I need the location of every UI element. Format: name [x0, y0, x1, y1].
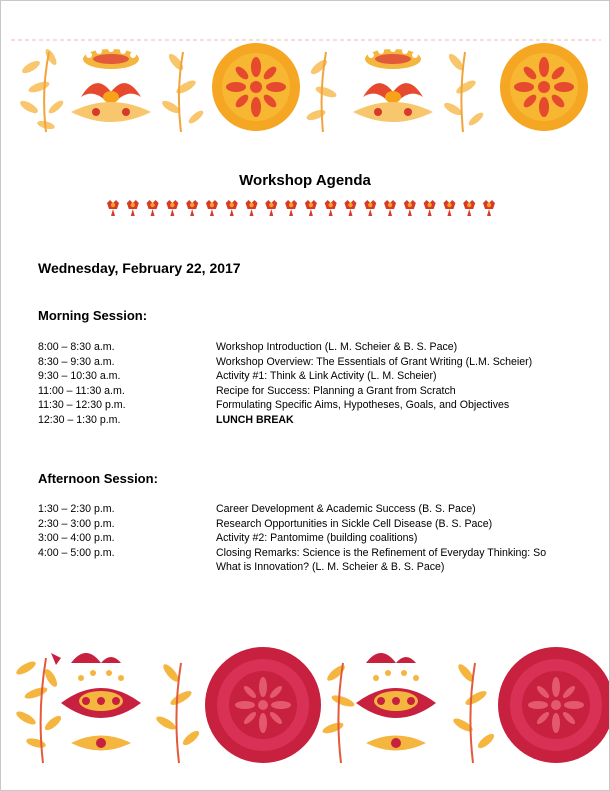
- agenda-activity: Recipe for Success: Planning a Grant from Scratch: [216, 384, 456, 397]
- flower-bud-icon: [186, 200, 198, 216]
- agenda-activity: Activity #1: Think & Link Activity (L. M. Scheier): [216, 370, 437, 383]
- agenda-row: [38, 531, 578, 546]
- agenda-row: [38, 355, 578, 370]
- flower-bud-icon: [147, 200, 159, 216]
- agenda-time: 9:30 – 10:30 a.m.: [38, 370, 121, 383]
- agenda-time: 12:30 – 1:30 p.m.: [38, 413, 121, 426]
- agenda-activity: Formulating Specific Aims, Hypotheses, Goals, and Objectives: [216, 399, 510, 412]
- agenda-activity: Research Opportunities in Sickle Cell Disease (B. S. Pace): [216, 517, 493, 530]
- agenda-time: 8:30 – 9:30 a.m.: [38, 355, 115, 368]
- agenda-row: [38, 369, 578, 384]
- flower-bud-row-icon: [101, 197, 501, 219]
- flower-bud-icon: [166, 200, 178, 216]
- flower-bud-icon: [206, 200, 218, 216]
- morning-session-heading: Morning Session:: [38, 308, 148, 323]
- afternoon-session-list: [38, 502, 578, 575]
- agenda-activity: Closing Remarks: Science is the Refinement of Everyday Thinking: So: [216, 546, 547, 559]
- agenda-time: 2:30 – 3:00 p.m.: [38, 517, 115, 530]
- flower-bud-icon: [285, 200, 297, 216]
- flower-bud-icon: [384, 200, 396, 216]
- flower-bud-icon: [463, 200, 475, 216]
- agenda-activity: What is Innovation? (L. M. Scheier & B. S. Pace): [216, 561, 445, 574]
- flower-bud-icon: [364, 200, 376, 216]
- agenda-row: [38, 517, 578, 532]
- agenda-row: [38, 398, 578, 413]
- agenda-row: [38, 384, 578, 399]
- agenda-row: [38, 560, 578, 575]
- flower-bud-icon: [246, 200, 258, 216]
- agenda-time: 3:00 – 4:00 p.m.: [38, 532, 115, 545]
- morning-session-list: [38, 340, 578, 428]
- agenda-activity: LUNCH BREAK: [216, 413, 294, 426]
- floral-border-top-icon: [1, 37, 609, 137]
- agenda-date: Wednesday, February 22, 2017: [38, 260, 241, 276]
- flower-bud-icon: [344, 200, 356, 216]
- agenda-time: [38, 560, 216, 575]
- agenda-row: [38, 546, 578, 561]
- flower-bud-icon: [443, 200, 455, 216]
- floral-border-bottom-icon: [1, 643, 609, 773]
- flower-bud-icon: [107, 200, 119, 216]
- agenda-row: [38, 502, 578, 517]
- agenda-activity: Career Development & Academic Success (B. S. Pace): [216, 503, 476, 515]
- agenda-time: 11:30 – 12:30 p.m.: [38, 399, 126, 412]
- flower-bud-icon: [226, 200, 238, 216]
- flower-bud-icon: [305, 200, 317, 216]
- flower-bud-icon: [483, 200, 495, 216]
- page-title: Workshop Agenda: [239, 172, 371, 189]
- agenda-row: [38, 413, 578, 428]
- agenda-time: 4:00 – 5:00 p.m.: [38, 546, 115, 559]
- flower-bud-icon: [127, 200, 139, 216]
- agenda-activity: Activity #2: Pantomime (building coalitions): [216, 532, 418, 545]
- agenda-time: 8:00 – 8:30 a.m.: [38, 341, 115, 353]
- flower-bud-icon: [325, 200, 337, 216]
- agenda-time: 1:30 – 2:30 p.m.: [38, 503, 115, 515]
- flower-bud-icon: [265, 200, 277, 216]
- agenda-row: [38, 340, 578, 355]
- afternoon-session-heading: Afternoon Session:: [38, 471, 158, 486]
- agenda-activity: Workshop Overview: The Essentials of Grant Writing (L.M. Scheier): [216, 355, 533, 368]
- agenda-activity: Workshop Introduction (L. M. Scheier & B. S. Pace): [216, 341, 458, 353]
- flower-bud-icon: [404, 200, 416, 216]
- agenda-time: 11:00 – 11:30 a.m.: [38, 384, 125, 397]
- flower-bud-icon: [424, 200, 436, 216]
